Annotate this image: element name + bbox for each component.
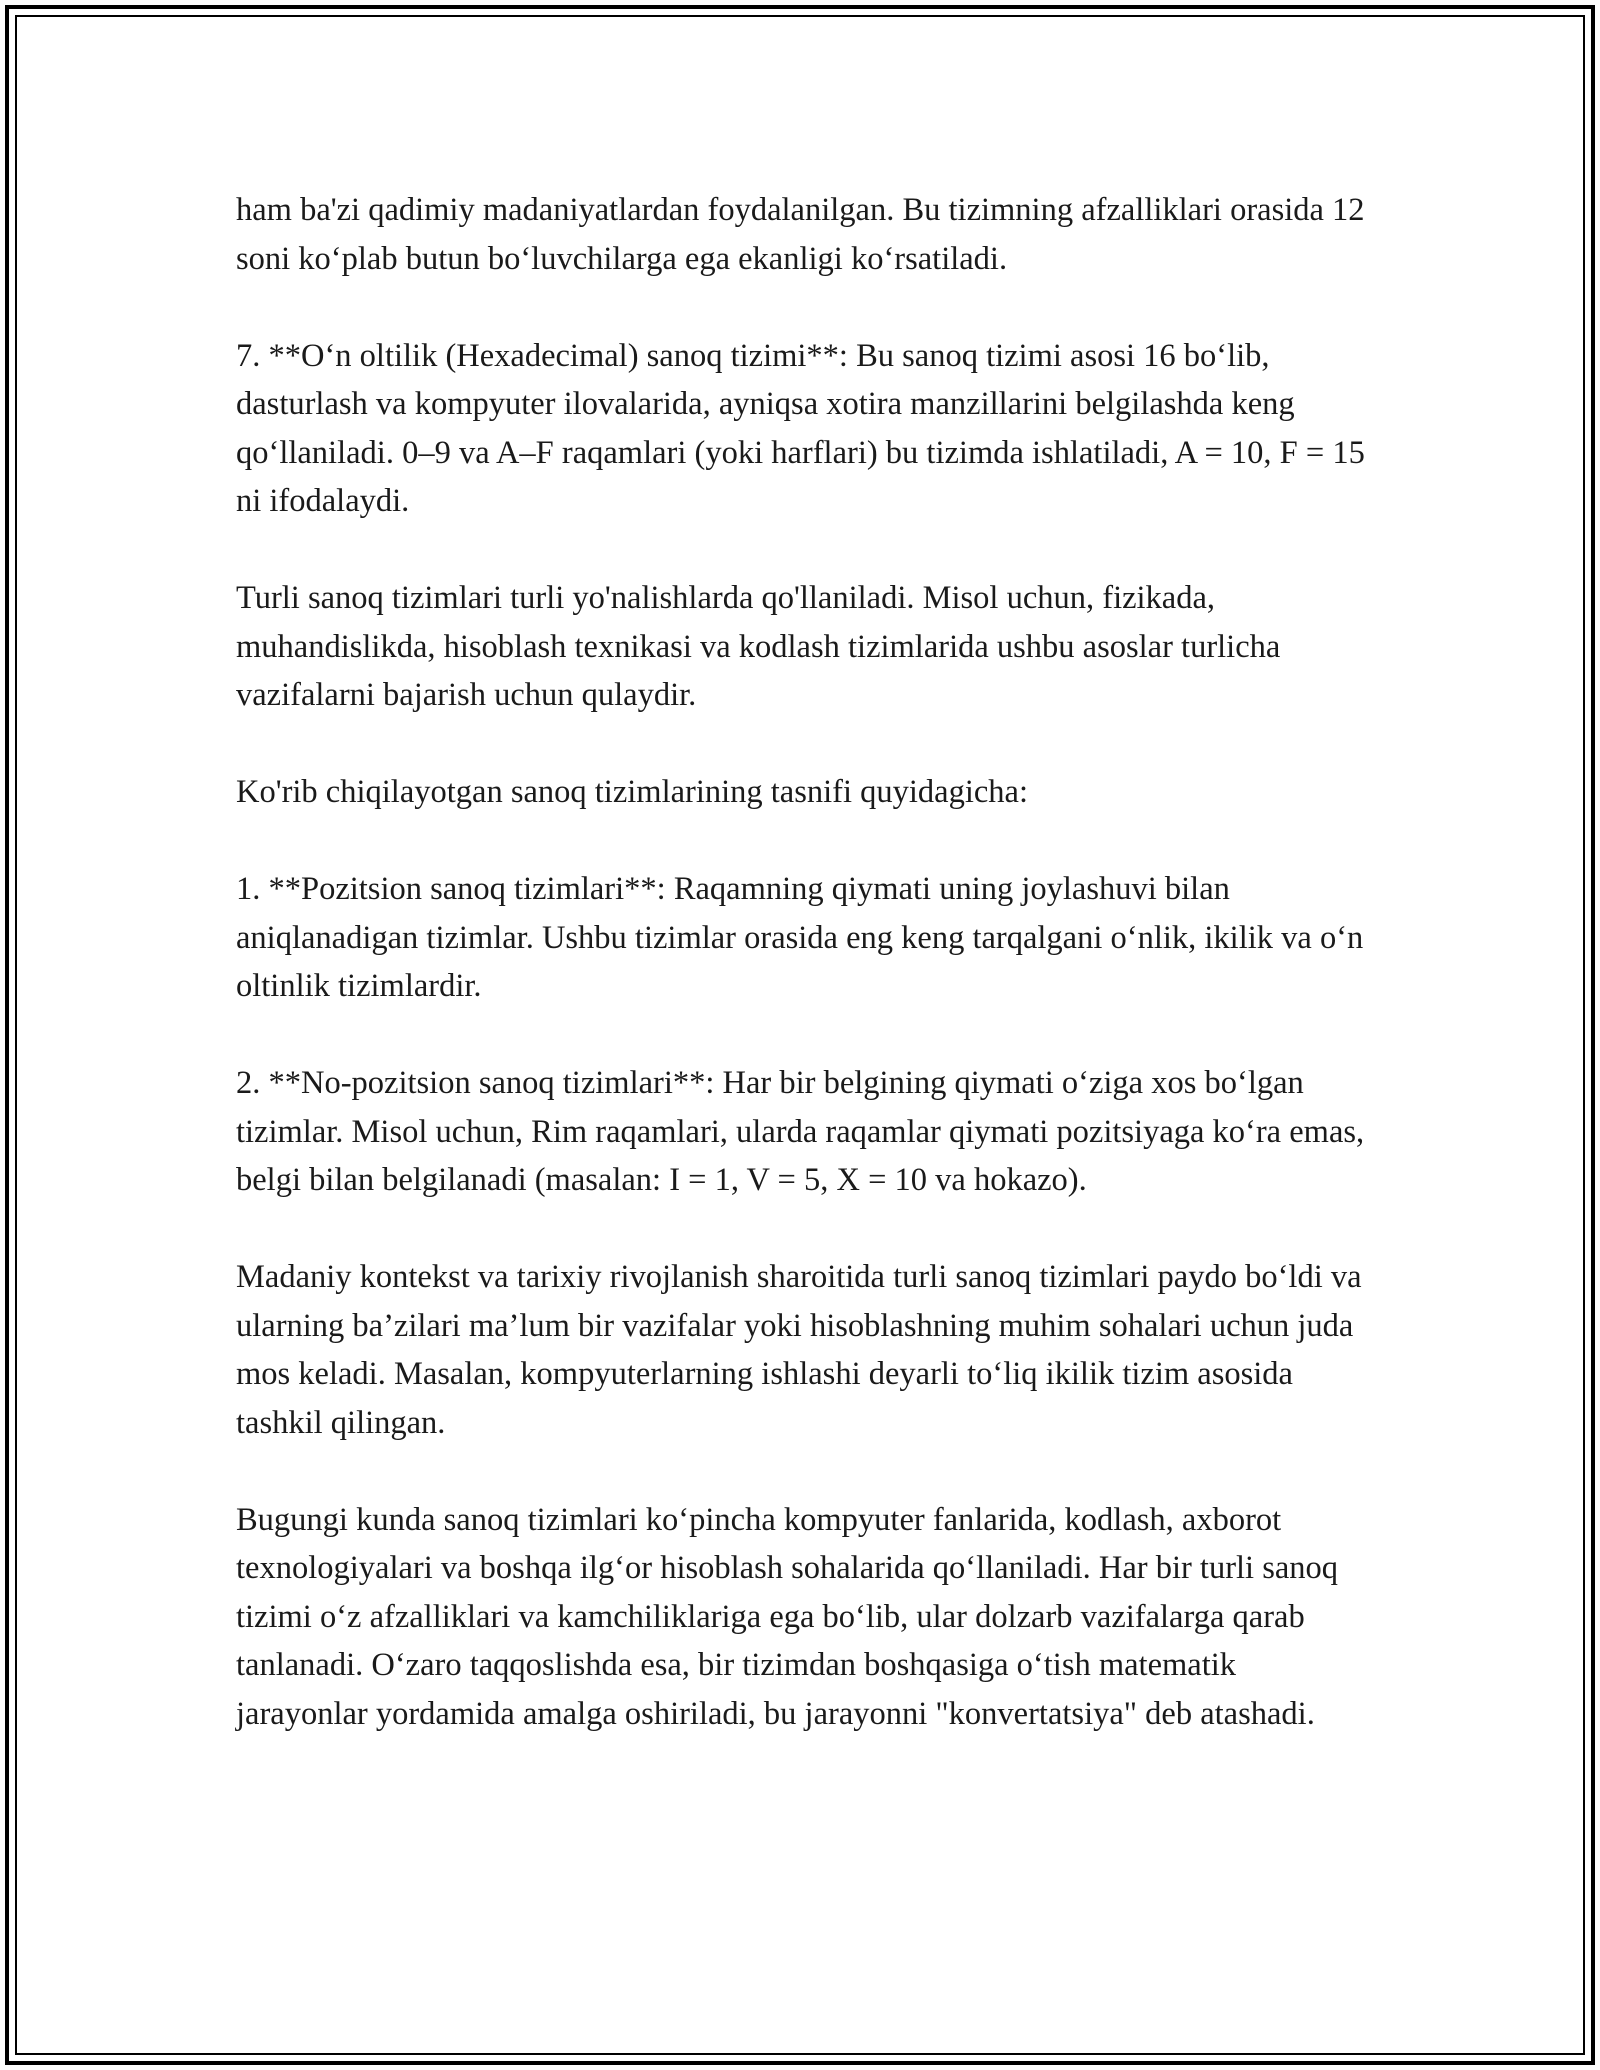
paragraph-applications: Turli sanoq tizimlari turli yo'nalishlarda qo'llaniladi. Misol uchun, fizikada, muhandislikda, hisoblash texnikasi va kodlash tizimlarida ushbu asoslar turlicha vazifalarni bajarish uchun qulaydir. [236,580,1281,713]
paragraph-hexadecimal: 7. **O‘n oltilik (Hexadecimal) sanoq tizimi**: Bu sanoq tizimi asosi 16 bo‘lib, dasturlash va kompyuter ilovalarida, ayniqsa xotira manzillarini belgilashda keng qo‘llaniladi. 0–9 va A–F raqamlari (yoki harflari) bu tizimda ishlatiladi, A = 10, F = 15 ni ifodalaydi. [236,337,1365,519]
paragraph-non-positional: 2. **No-pozitsion sanoq tizimlari**: Har bir belgining qiymati o‘ziga xos bo‘lgan tizimlar. Misol uchun, Rim raqamlari, ularda raqamlar qiymati pozitsiyaga ko‘ra emas, belgi bilan belgilanadi (masalan: I = 1, V = 5, X = 10 va hokazo). [236,1065,1365,1198]
paragraph-base12-continuation: ham ba'zi qadimiy madaniyatlardan foydalanilgan. Bu tizimning afzalliklari orasida 12 soni ko‘plab butun bo‘luvchilarga ega ekanligi ko‘rsatiladi. [236,192,1365,277]
paragraph-classification-intro: Ko'rib chiqilayotgan sanoq tizimlarining tasnifi quyidagicha: [236,774,1028,810]
document-body [236,186,1366,1738]
paragraph-cultural-context: Madaniy kontekst va tarixiy rivojlanish sharoitida turli sanoq tizimlari paydo bo‘ldi va ularning ba’zilari ma’lum bir vazifalar yoki hisoblashning muhim sohalari uchun juda mos keladi. Masalan, kompyuterlarning ishlashi deyarli to‘liq ikilik tizim asosida tashkil qilingan. [236,1259,1362,1441]
paragraph-positional: 1. **Pozitsion sanoq tizimlari**: Raqamning qiymati uning joylashuvi bilan aniqlanadigan tizimlar. Ushbu tizimlar orasida eng keng tarqalgani o‘nlik, ikilik va o‘n oltinlik tizimlardir. [236,871,1364,1004]
paragraph-modern-usage: Bugungi kunda sanoq tizimlari ko‘pincha kompyuter fanlarida, kodlash, axborot texnologiyalari va boshqa ilg‘or hisoblash sohalarida qo‘llaniladi. Har bir turli sanoq tizimi o‘z afzalliklari va kamchiliklariga ega bo‘lib, ular dolzarb vazifalarga qarab tanlanadi. O‘zaro taqqoslishda esa, bir tizimdan boshqasiga o‘tish matematik jarayonlar yordamida amalga oshiriladi, bu jarayonni "konvertatsiya" deb atashadi. [236,1501,1339,1732]
